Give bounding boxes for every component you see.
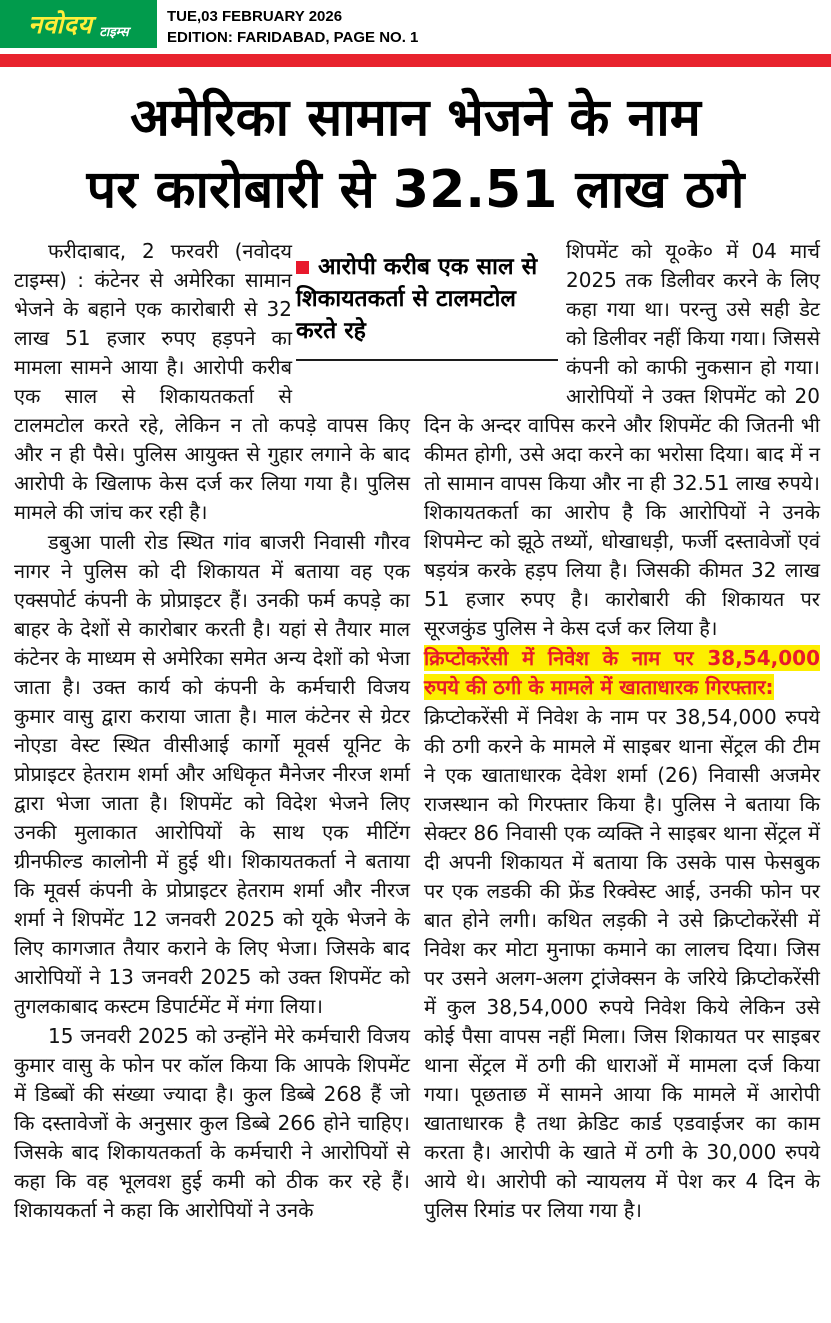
article [0, 83, 831, 1225]
paragraph [14, 528, 410, 1021]
pull-quote [296, 251, 558, 361]
crypto-subhead [424, 644, 820, 702]
paragraph-text: शिपमेंट को यू०के० में 04 मार्च 2025 तक डिलीवर करने के लिए कहा गया था। परन्तु उसे सही डेट को डिलीवर नहीं किया गया। जिससे कंपनी को काफी नुकसान हो गया। आरोपियों ने उक्त शिपमेंट को 20 दिन के अन्दर वापिस करने और शिपमेंट की जितनी भी कीमत होगी, उसे अदा करने का भरोसा दिया। बाद में न तो सामान वापस किया और ना ही 32.51 लाख रुपये। शिकायतकर्ता का आरोप है कि आरोपियों ने उनके शिपमेन्ट को झूठे तथ्यों, धोखाधड़ी, फर्जी दस्तावेजों एवं षड़यंत्र करके हड़प लिया है। जिसकी कीमत 32 लाख 51 हजार रुपए है। कारोबारी की शिकायत पर सूरजकुंड पुलिस ने केस दर्ज कर लिया है। [424, 238, 820, 640]
column-right [424, 237, 820, 1225]
masthead-divider-bar [0, 54, 831, 67]
paragraph [14, 1022, 410, 1225]
headline [8, 83, 823, 227]
crypto-subhead-text: क्रिप्टोकरेंसी में निवेश के नाम पर 38,54,000 रुपये की ठगी के मामले में खाताधारक गिरफ्तार: [424, 645, 820, 699]
column-left [14, 237, 410, 1225]
masthead [0, 0, 831, 54]
paragraph-text: क्रिप्टोकरेंसी में निवेश के नाम पर 38,54,000 रुपये की ठगी करने के मामले में साइबर थाना सेंट्रल की टीम ने एक खाताधारक देवेश शर्मा (26) निवासी अजमेर राजस्थान को गिरफ्तार किया है। पुलिस ने बताया कि सेक्टर 86 निवासी एक व्यक्ति ने साइबर थाना सेंट्रल में दी अपनी शिकायत में बताया कि उसके पास फेसबुक पर एक लडकी की फ्रेंड रिक्वेस्ट आई, उनकी फोन पर बात होने लगी। कथित लड़की ने उसे क्रिप्टोकरेंसी में निवेश कर मोटा मुनाफा कमाने का लालच दिया। जिस पर उसने अलग-अलग ट्रांजेक्सन के जरिये क्रिप्टोकरेंसी में कुल 38,54,000 रुपये निवेश किये लेकिन उसे कोई पैसा वापस नहीं मिला। जिस शिकायत पर साइबर थाना सेंट्रल में ठगी की धाराओं में मामला दर्ज किया गया। पूछताछ में सामने आया कि मामले में आरोपी खाताधारक है तथा क्रेडिट कार्ड एडवाईजर का काम करता है। आरोपी के खाते में ठगी के 30,000 रुपये आये थे। आरोपी को न्यायलय में पेश कर 4 दिन के पुलिस रिमांड पर लिया गया है। [424, 704, 820, 1222]
logo-text-sub: टाइम्स [99, 25, 129, 40]
date-line: TUE,03 FEBRUARY 2026 [167, 8, 343, 25]
edition-line: EDITION: FARIDABAD, PAGE NO. 1 [167, 29, 419, 46]
headline-line-2: पर कारोबारी से 32.51 लाख ठगे [86, 159, 745, 220]
article-body [14, 237, 820, 1225]
paragraph [424, 703, 820, 1225]
paragraph-text: 15 जनवरी 2025 को उन्होंने मेरे कर्मचारी विजय कुमार वासु के फोन पर कॉल किया कि आपके शिपमेंट में डिब्बों की संख्या ज्यादा है। कुल डिब्बे 268 हैं जो कि दस्तावेजों के अनुसार कुल डिब्बे 266 होने चाहिए। जिसके बाद शिकायतकर्ता के कर्मचारी ने आरोपियों से कहा कि वह भूलवश हुई कमी को ठीक कर रहे हैं। शिकायकर्ता ने कहा कि आरोपियों ने उनके [14, 1023, 410, 1222]
headline-line-1: अमेरिका सामान भेजने के नाम [130, 88, 701, 148]
logo-text-main: नवोदय [28, 10, 93, 39]
paragraph-text: डबुआ पाली रोड स्थित गांव बाजरी निवासी गौरव नागर ने पुलिस को दी शिकायत में बताया वह एक एक्सपोर्ट कंपनी के प्रोप्राइटर हैं। उनकी फर्म कपड़े का बाहर के देशों से कारोबार करती है। यहां से तैयार माल कंटेनर के माध्यम से अमेरिका समेत अन्य देशों को भेजा जाता है। उक्त कार्य को कंपनी के कर्मचारी विजय कुमार वासु द्वारा कराया जाता है। माल कंटेनर से ग्रेटर नोएडा वेस्ट स्थित वीसीआई कार्गो मूवर्स यूनिट के प्रोप्राइटर हेतराम शर्मा और अधिकृत मैनेजर नीरज शर्मा द्वारा भेजा जाता है। शिपमेंट को विदेश भेजने लिए उनकी मुलाकात आरोपियों के साथ एक मीटिंग ग्रीनफील्ड कालोनी में हुई थी। शिकायतकर्ता ने बताया कि मूवर्स कंपनी के प्रोप्राइटर हेतराम शर्मा और नीरज शर्मा ने शिपमेंट 12 जनवरी 2025 को यूके भेजने के लिए कागजात तैयार कराने के लिए भेजा। जिसके बाद आरोपियों ने 13 जनवरी 2025 को उक्त शिपमेंट को तुगलकाबाद कस्टम डिपार्टमेंट में मंगा लिया। [14, 529, 410, 1018]
pull-quote-bullet-icon [296, 261, 309, 274]
paragraph-lead-text: फरीदाबाद, 2 फरवरी (नवोदय टाइम्स) : कंटेनर से अमेरिका सामान भेजने के बहाने एक कारोबारी से 32 लाख 51 हजार रुपए हड़पने का मामला सामने आया है। आरोपी करीब एक साल से शिकायतकर्ता से टालमटोल करते रहे, लेकिन न तो कपड़े वापस किए और न ही पैसे। पुलिस आयुक्त से गुहार लगाने के बाद आरोपी के खिलाफ केस दर्ज कर लिया गया है। पुलिस मामले की जांच कर रही है। [14, 238, 410, 524]
pull-quote-text: आरोपी करीब एक साल से शिकायतकर्ता से टालमटोल करते रहे [296, 253, 538, 344]
newspaper-logo [0, 0, 157, 48]
masthead-meta [157, 0, 418, 48]
